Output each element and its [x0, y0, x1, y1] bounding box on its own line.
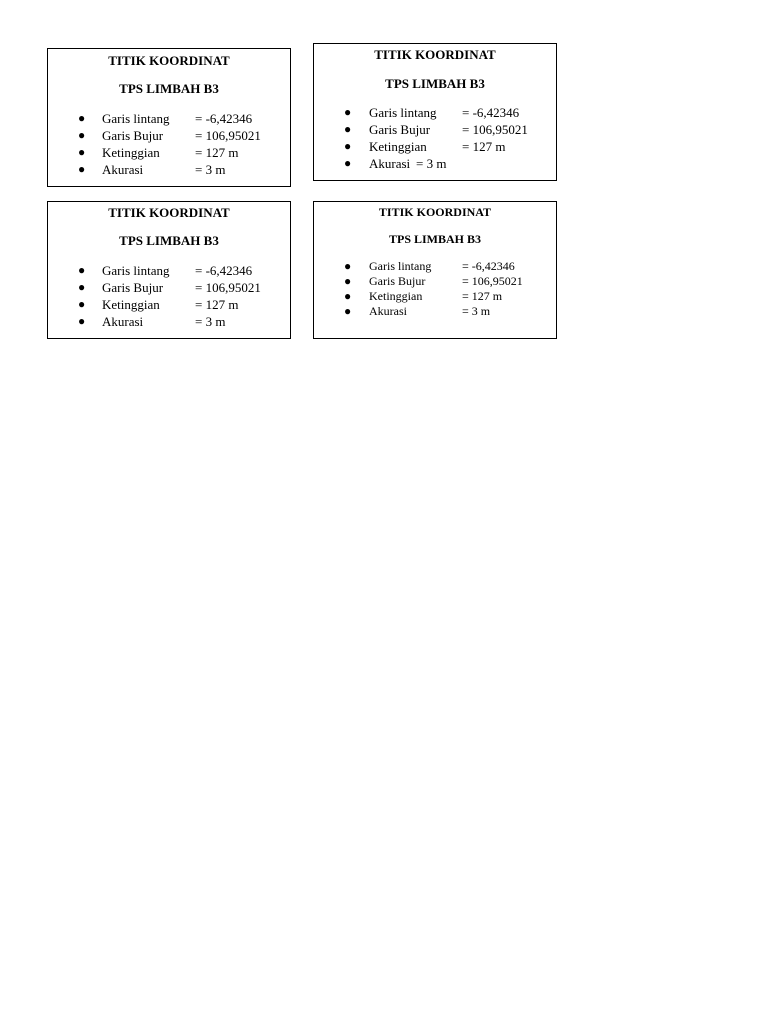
- item-value: = -6,42346: [462, 259, 515, 273]
- item-value: = 106,95021: [462, 122, 528, 137]
- item-label: Garis lintang: [102, 111, 170, 126]
- bullet-icon: ●: [78, 162, 86, 176]
- list-item-accuracy: [48, 313, 290, 330]
- item-value: = 106,95021: [195, 128, 261, 143]
- item-label: Ketinggian: [369, 139, 427, 154]
- item-label: Akurasi: [102, 314, 144, 329]
- coordinate-list: [48, 110, 290, 178]
- coordinate-list: [314, 104, 556, 172]
- item-label: Garis lintang: [369, 105, 437, 120]
- bullet-icon: ●: [78, 111, 86, 125]
- bullet-icon: ●: [344, 156, 352, 170]
- item-label: Akurasi: [102, 162, 144, 177]
- bullet-icon: ●: [78, 263, 86, 277]
- list-item-latitude: [314, 104, 556, 121]
- item-value: = 127 m: [462, 289, 503, 303]
- item-label: Ketinggian: [102, 297, 160, 312]
- item-label: Garis Bujur: [369, 122, 431, 137]
- item-label: Ketinggian: [102, 145, 160, 160]
- bullet-icon: ●: [344, 105, 352, 119]
- list-item-accuracy: [314, 155, 556, 172]
- list-item-accuracy: [314, 304, 556, 319]
- bullet-icon: ●: [344, 122, 352, 136]
- bullet-icon: ●: [344, 259, 352, 273]
- item-label: Garis Bujur: [369, 274, 426, 288]
- coordinate-card-2: [313, 43, 557, 181]
- card-subtitle: TPS LIMBAH B3: [388, 232, 481, 246]
- item-value: = -6,42346: [195, 111, 253, 126]
- item-label: Akurasi: [369, 304, 407, 318]
- bullet-icon: ●: [344, 139, 352, 153]
- coordinate-card-3: [47, 201, 291, 339]
- item-value: = 127 m: [462, 139, 506, 154]
- card-subtitle: TPS LIMBAH B3: [119, 233, 219, 248]
- list-item-longitude: [314, 121, 556, 138]
- list-item-longitude: [48, 279, 290, 296]
- bullet-icon: ●: [78, 280, 86, 294]
- item-label: Ketinggian: [369, 289, 423, 303]
- item-value: = -6,42346: [195, 263, 253, 278]
- bullet-icon: ●: [78, 314, 86, 328]
- list-item-altitude: [48, 144, 290, 161]
- card-title: TITIK KOORDINAT: [378, 205, 492, 219]
- item-label: Garis lintang: [102, 263, 170, 278]
- coordinate-card-1: [47, 48, 291, 187]
- bullet-icon: ●: [78, 145, 86, 159]
- coordinate-list: [48, 262, 290, 330]
- card-title: TITIK KOORDINAT: [108, 205, 230, 220]
- item-value: = 3 m: [195, 162, 226, 177]
- item-value: = 3 m: [416, 156, 447, 171]
- list-item-altitude: [314, 138, 556, 155]
- list-item-latitude: [314, 259, 556, 274]
- coordinate-list: [314, 259, 556, 319]
- card-subtitle: TPS LIMBAH B3: [119, 81, 219, 96]
- list-item-longitude: [314, 274, 556, 289]
- item-value: = -6,42346: [462, 105, 520, 120]
- bullet-icon: ●: [344, 289, 352, 303]
- item-value: = 3 m: [195, 314, 226, 329]
- list-item-accuracy: [48, 161, 290, 178]
- item-label: Garis lintang: [369, 259, 432, 273]
- item-value: = 127 m: [195, 145, 239, 160]
- item-value: = 127 m: [195, 297, 239, 312]
- item-value: = 106,95021: [195, 280, 261, 295]
- bullet-icon: ●: [344, 304, 352, 318]
- card-title: TITIK KOORDINAT: [108, 53, 230, 68]
- list-item-latitude: [48, 110, 290, 127]
- list-item-longitude: [48, 127, 290, 144]
- item-label: Garis Bujur: [102, 128, 164, 143]
- bullet-icon: ●: [78, 297, 86, 311]
- coordinate-card-4: [313, 201, 557, 339]
- list-item-altitude: [48, 296, 290, 313]
- item-value: = 106,95021: [462, 274, 523, 288]
- item-value: = 3 m: [462, 304, 491, 318]
- bullet-icon: ●: [78, 128, 86, 142]
- card-subtitle: TPS LIMBAH B3: [385, 76, 485, 91]
- bullet-icon: ●: [344, 274, 352, 288]
- item-label: Garis Bujur: [102, 280, 164, 295]
- list-item-latitude: [48, 262, 290, 279]
- card-title: TITIK KOORDINAT: [374, 47, 496, 62]
- item-label: Akurasi: [369, 156, 411, 171]
- list-item-altitude: [314, 289, 556, 304]
